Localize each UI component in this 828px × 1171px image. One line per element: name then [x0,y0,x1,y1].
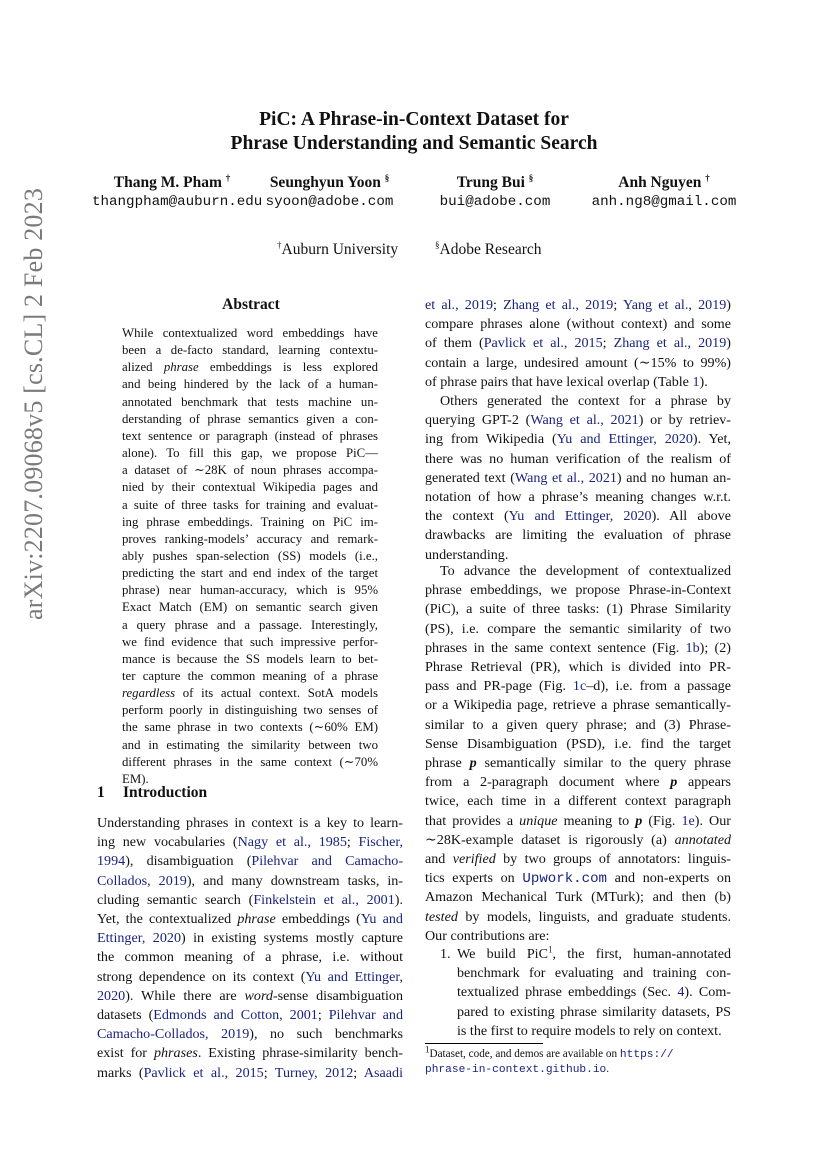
abstract-heading: Abstract [222,296,280,313]
author-name: Trung Bui [456,174,525,191]
text-line: annotated benchmark that tests machine un- [122,394,378,409]
text-line: a suite of three tasks for training and evaluat- [122,497,378,512]
text-line: understanding. [425,546,509,563]
text-line: Our contributions are: [425,927,550,944]
text-line: Yet, the contextualized phrase embeddings (Yu and [97,911,403,927]
author-email: bui@adobe.com [439,194,551,210]
text-line: similar to a given query phrase; and (3) Phrase- [425,716,731,733]
text-line: ter capture the common meaning of a phrase [122,669,378,683]
text-line: Sense Disambiguation (PSD), i.e. find the target [425,735,731,752]
section-number: 1 [97,784,105,801]
text-line: 1994), disambiguation (Pilehvar and Camacho- [97,853,404,870]
text-line: Understanding phrases in context is a key to learn- [97,815,403,831]
text-line: alone). To fill this gap, we propose PiC— [122,446,378,461]
arxiv-stamp: arXiv:2207.09068v5 [cs.CL] 2 Feb 2023 [19,187,48,620]
text-line: been a de-facto standard, learning contextu- [122,343,378,358]
author-1 [92,172,263,211]
author-mark: † [705,172,710,183]
text-line: tested by models, linguists, and graduate students. [425,908,731,925]
text-line: marks (Pavlick et al., 2015; Turney, 2012; Asaadi [97,1064,403,1081]
text-line: mance is because the SS models learn to bet- [122,651,378,666]
text-line: To advance the development of contextualized [440,563,731,579]
text-line: Amazon Mechanical Turk (MTurk); and then (b) [425,889,731,906]
author-mark: § [384,172,390,183]
text-line: pass and PR-page (Fig. 1c–d), i.e. from a passage [425,678,731,695]
text-line: phrases in the same context sentence (Fig. 1b); (2) [425,639,731,656]
author-email: syoon@adobe.com [265,194,394,210]
author-email: anh.ng8@gmail.com [591,194,737,210]
section-heading [97,784,207,802]
text-line: ing phrase embeddings. Training on PiC im- [122,514,378,529]
affiliation-name: Auburn University [281,241,399,258]
text-line: cluding semantic search (Finkelstein et al., 2001). [97,891,403,908]
text-line: Others generated the context for a phrase by [440,393,731,409]
text-line: Ettinger, 2020) in existing systems mostly capture [97,930,403,947]
contribution-line: benchmark for evaluating and training con- [457,965,731,982]
contribution-line: pared to existing phrase similarity datasets, PS [457,1003,731,1020]
title-line-2: Phrase Understanding and Semantic Search [230,133,598,154]
text-line: strong dependence on its context (Yu and Ettinger, [97,968,404,985]
text-line: phrase) near human-accuracy, which is 95% [122,583,378,598]
text-line: Camacho-Collados, 2019), no such benchmarks [97,1026,404,1043]
author-mark: § [528,172,534,183]
author-4 [586,173,742,211]
section-title: Introduction [123,784,208,801]
text-line: a query phrase and a passage. Interestingly, [122,617,378,632]
text-line: While contextualized word embeddings have [122,326,378,340]
text-line: exist for phrases. Existing phrase-similarity bench- [97,1045,403,1062]
author-3 [430,173,560,211]
contribution-line: textualized phrase embeddings (Sec. 4). Com- [457,984,731,1001]
title-line-1: PiC: A Phrase-in-Context Dataset for [259,109,569,130]
text-line: regardless of its actual context. SotA models [122,686,378,701]
text-line: derstanding of phrase semantics given a con- [122,411,378,426]
contribution-number: 1. [440,946,451,962]
text-line: Collados, 2019), and many downstream tasks, in- [97,872,404,889]
text-line: of phrase pairs that have lexical overlap (Table 1). [425,373,708,390]
footnote-line: $^1$Dataset, code, and demos are available on https:// [425,1044,674,1061]
text-line: and being hindered by the lack of a human- [122,377,378,392]
text-line: contain a large, undesired amount (∼15% to 99%) [425,354,731,371]
affiliation-mark: † [277,239,282,250]
text-line: nied by their contextual Wikipedia pages and [122,480,378,495]
text-line: and verified by two groups of annotators: linguis- [425,851,731,867]
text-line: EM). [122,771,149,786]
text-line: querying GPT-2 (Wang et al., 2021) or by retriev- [425,412,731,429]
text-line: text sentence or paragraph (instead of phrases [122,428,378,443]
text-line: the same phrase in two contexts (∼60% EM) [122,720,378,735]
text-line: compare phrases alone (without context) and some [425,316,731,333]
text-line: different phrases in the same context (∼70% [122,754,378,769]
text-line: there was no human verification of the realism of [425,450,731,467]
text-line: of them (Pavlick et al., 2015; Zhang et al., 2019) [425,335,731,352]
author-mark: † [225,172,231,183]
text-line: datasets (Edmonds and Cotton, 2001; Pilehvar and [97,1007,403,1023]
text-line: 2020). While there are word-sense disambiguation [97,987,403,1004]
text-line: tics experts on Upwork.com and non-experts on [425,870,731,888]
contribution-line: We build PiC$^1$, the first, human-annotated [457,944,731,962]
text-line: (PiC), a suite of three tasks: (1) Phrase Similarity [425,601,731,618]
text-line: twice, each time in a different context paragraph [425,793,731,810]
author-name: Anh Nguyen [618,174,702,191]
text-line: generated text (Wang et al., 2021) and no human an- [425,469,731,486]
text-line: Phrase Retrieval (PR), which is divided into PR- [425,659,731,675]
text-line: the common meaning of a phrase, i.e. without [97,949,403,966]
contribution-line: is the first to require models to rely on context. [457,1022,722,1039]
affiliation-mark: § [435,239,440,250]
footnote-rule [425,1043,543,1044]
affiliation-2 [435,241,542,259]
text-line: alized phrase embeddings is less explored [122,360,379,375]
footnote-line: phrase-in-context.github.io. [425,1063,610,1076]
affiliation-1 [277,241,398,259]
text-line: the context (Yu and Ettinger, 2020). All above [425,508,731,525]
text-line: (PS), i.e. compare the semantic similarity of two [425,620,731,637]
text-line: predicting the start and end index of the target [122,566,378,581]
author-2 [257,173,402,211]
text-line: a dataset of ∼28K of noun phrases accompa- [122,463,378,478]
text-line: or a Wikipedia page, retrieve a phrase semantically- [425,697,731,714]
text-line: and in estimating the similarity between two [122,737,378,752]
paper-title [0,108,828,156]
text-line: ably pushes span-selection (SS) models (i.e., [122,548,378,563]
text-line: drawbacks are limiting the evaluation of phrase [425,527,731,544]
affiliation-name: Adobe Research [439,241,542,258]
text-line: Exact Match (EM) on semantic search given [122,600,378,615]
author-email: thangpham@auburn.edu [92,194,263,210]
text-line: ing from Wikipedia (Yu and Ettinger, 2020). Yet, [425,431,731,448]
text-line: perform poorly in distinguishing two senses of [122,703,378,718]
text-line: we find evidence that such impressive perfor- [122,634,378,649]
text-line: ∼28K-example dataset is rigorously (a) annotated [425,831,731,848]
text-line: phrase embeddings, we propose Phrase-in-Context [425,582,731,599]
author-name: Seunghyun Yoon [269,174,381,191]
text-line: from a 2-paragraph document where p appears [425,774,731,791]
text-line: proves ranking-models’ accuracy and remark- [122,531,378,546]
text-line: notation of how a phrase’s meaning changes w.r.t. [425,489,731,505]
author-name: Thang M. Pham [113,174,222,191]
text-line: that provides a unique meaning to p (Fig. 1e). Our [425,812,731,829]
text-line: ing new vocabularies (Nagy et al., 1985; Fischer, [97,834,403,851]
text-line: phrase p semantically similar to the query phrase [425,755,731,771]
text-line: et al., 2019; Zhang et al., 2019; Yang et al., 2019) [425,297,731,313]
